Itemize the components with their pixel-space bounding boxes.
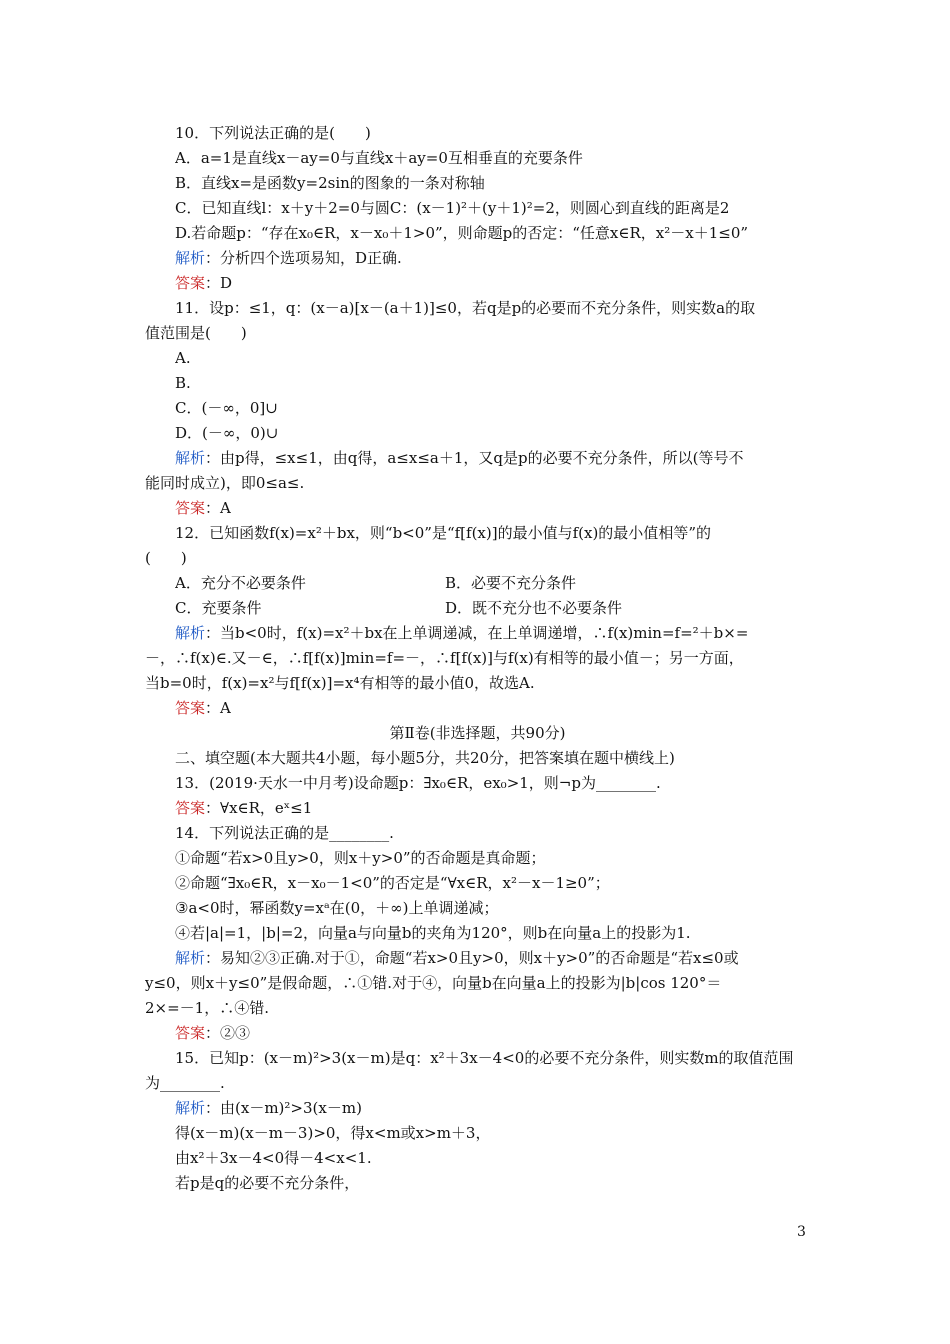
q11-option-b: B. bbox=[175, 374, 191, 392]
q10-answer bbox=[175, 273, 810, 293]
q15-analysis-line3: 由x²＋3x－4<0得－4<x<1. bbox=[175, 1149, 372, 1167]
q14-statement-1: ①命题“若x>0且y>0，则x＋y>0”的否命题是真命题； bbox=[175, 849, 546, 867]
analysis-label: 解析 bbox=[175, 624, 206, 642]
q15-analysis-line2: 得(x－m)(x－m－3)>0，得x<m或x>m＋3， bbox=[175, 1124, 491, 1142]
q12-option-c: C．充要条件 bbox=[175, 599, 262, 617]
q12-stem-line1: 12．已知函数f(x)=x²＋bx，则“b<0”是“f[f(x)]的最小值与f(x)的最小值相等”的 bbox=[175, 524, 711, 542]
page-number: 3 bbox=[797, 1224, 806, 1240]
q14-analysis-line3: 2×=－1，∴④错. bbox=[145, 999, 269, 1017]
answer-label: 答案 bbox=[175, 274, 206, 292]
q11-analysis-line2: 能同时成立)，即0≤a≤. bbox=[145, 474, 305, 492]
q15-stem-line2: 为________. bbox=[145, 1074, 225, 1092]
q10-analysis bbox=[175, 248, 810, 268]
q10-option-c: C．已知直线l：x＋y＋2=0与圆C：(x－1)²＋(y＋1)²=2，则圆心到直线的距离是2 bbox=[175, 199, 730, 217]
q12-option-d: D．既不充分也不必要条件 bbox=[445, 599, 623, 617]
analysis-text: ：当b<0时，f(x)=x²＋bx在上单调递减，在上单调递增，∴f(x)min=f=²＋b×= bbox=[205, 624, 749, 642]
analysis-text: ：由p得，≤x≤1，由q得，a≤x≤a＋1，又q是p的必要不充分条件，所以(等号不 bbox=[205, 449, 744, 467]
answer-label: 答案 bbox=[175, 499, 206, 517]
q10-option-a: A．a=1是直线x－ay=0与直线x＋ay=0互相垂直的充要条件 bbox=[175, 149, 583, 167]
q11-option-c: C．(－∞，0]∪ bbox=[175, 399, 278, 417]
q10-option-b: B．直线x=是函数y=2sin的图象的一条对称轴 bbox=[175, 174, 485, 192]
q12-option-a: A．充分不必要条件 bbox=[175, 574, 306, 592]
answer-text: ：∀x∈R，eˣ≤1 bbox=[205, 799, 313, 817]
q13-stem: 13．(2019·天水一中月考)设命题p：∃x₀∈R，ex₀>1，则¬p为________. bbox=[175, 774, 661, 792]
q11-option-a: A. bbox=[175, 349, 191, 367]
answer-text: ：A bbox=[205, 699, 231, 717]
q14-statement-2: ②命题“∃x₀∈R，x－x₀－1<0”的否定是“∀x∈R，x²－x－1≥0”； bbox=[175, 874, 610, 892]
q14-statement-3: ③a<0时，幂函数y=xᵃ在(0，＋∞)上单调递减； bbox=[175, 899, 499, 917]
answer-text: ：D bbox=[205, 274, 233, 292]
section-title: 第Ⅱ卷(非选择题，共90分) bbox=[389, 724, 566, 742]
answer-text: ：A bbox=[205, 499, 231, 517]
answer-label: 答案 bbox=[175, 799, 206, 817]
q11-option-d: D．(－∞，0)∪ bbox=[175, 424, 279, 442]
analysis-text: ：易知②③正确.对于①，命题“若x>0且y>0，则x＋y>0”的否命题是“若x≤0或 bbox=[205, 949, 739, 967]
q14-answer bbox=[175, 1023, 810, 1043]
q11-stem-line1: 11．设p：≤1，q：(x－a)[x－(a＋1)]≤0，若q是p的必要而不充分条件，则实数a的取 bbox=[175, 299, 756, 317]
q12-option-b: B．必要不充分条件 bbox=[445, 574, 577, 592]
q10-option-d: D.若命题p：“存在x₀∈R，x－x₀＋1>0”，则命题p的否定：“任意x∈R，x²－x＋1≤0” bbox=[175, 224, 749, 242]
q11-stem-line2: 值范围是( ) bbox=[145, 324, 247, 342]
answer-label: 答案 bbox=[175, 1024, 206, 1042]
section-part-heading: 二、填空题(本大题共4小题，每小题5分，共20分，把答案填在题中横线上) bbox=[175, 749, 675, 767]
q12-analysis-line1 bbox=[175, 623, 810, 643]
q12-options-row1 bbox=[175, 573, 810, 593]
q14-statement-4: ④若|a|=1，|b|=2，向量a与向量b的夹角为120°，则b在向量a上的投影为1. bbox=[175, 924, 691, 942]
q11-analysis-line1 bbox=[175, 448, 810, 468]
analysis-text: ：由(x－m)²>3(x－m) bbox=[205, 1099, 362, 1117]
answer-label: 答案 bbox=[175, 699, 206, 717]
q12-options-row2 bbox=[175, 598, 810, 618]
analysis-label: 解析 bbox=[175, 1099, 206, 1117]
q14-analysis-line1 bbox=[175, 948, 810, 968]
q13-answer bbox=[175, 798, 810, 818]
q10-stem: 10．下列说法正确的是( ) bbox=[175, 124, 371, 142]
q15-analysis-line4: 若p是q的必要不充分条件， bbox=[175, 1174, 360, 1192]
q11-answer bbox=[175, 498, 810, 518]
analysis-label: 解析 bbox=[175, 949, 206, 967]
q12-stem-line2: ( ) bbox=[145, 549, 187, 567]
answer-text: ：②③ bbox=[205, 1024, 251, 1042]
q15-stem-line1: 15．已知p：(x－m)²>3(x－m)是q：x²＋3x－4<0的必要不充分条件，则实数m的取值范围 bbox=[175, 1049, 794, 1067]
q14-stem: 14．下列说法正确的是________. bbox=[175, 824, 394, 842]
analysis-label: 解析 bbox=[175, 249, 206, 267]
analysis-text: ：分析四个选项易知，D正确. bbox=[205, 249, 402, 267]
analysis-label: 解析 bbox=[175, 449, 206, 467]
q12-analysis-line3: 当b=0时，f(x)=x²与f[f(x)]=x⁴有相等的最小值0，故选A. bbox=[145, 674, 535, 692]
q12-answer bbox=[175, 698, 810, 718]
q15-analysis-line1 bbox=[175, 1098, 810, 1118]
q14-analysis-line2: y≤0，则x＋y≤0”是假命题，∴①错.对于④，向量b在向量a上的投影为|b|cos 120°＝ bbox=[145, 974, 722, 992]
q12-analysis-line2: －，∴f(x)∈.又－∈，∴f[f(x)]min=f=－，∴f[f(x)]与f(x)有相等的最小值－；另一方面， bbox=[145, 649, 744, 667]
